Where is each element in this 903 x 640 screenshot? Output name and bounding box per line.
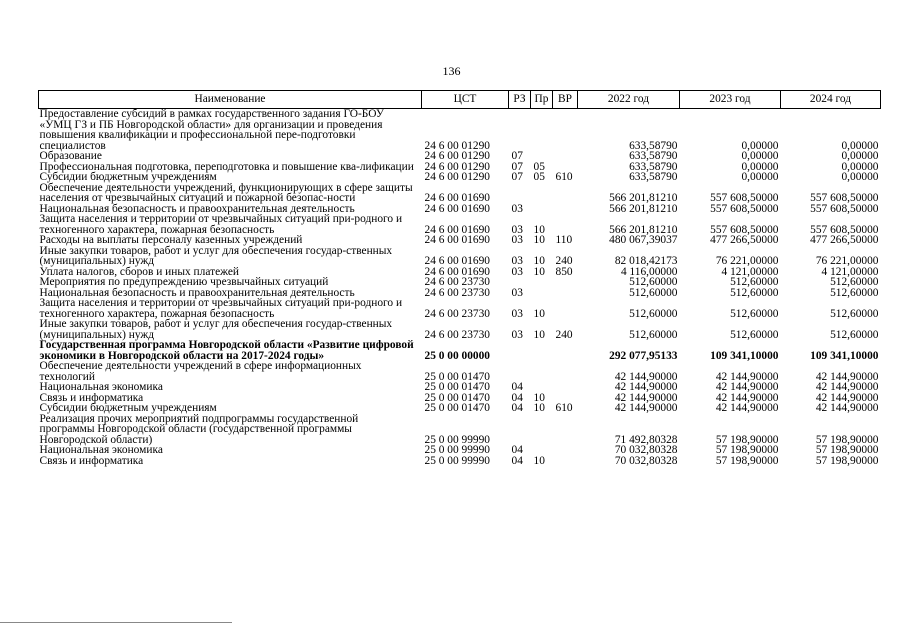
row-rz-cell: 07 bbox=[511, 150, 523, 162]
row-2022-cell: 633,58790 bbox=[629, 160, 678, 173]
row-rz-cell: 04 bbox=[511, 381, 523, 393]
row-2024-cell: 512,60000 bbox=[830, 286, 879, 299]
row-cst-cell: 25 0 00 01470 bbox=[424, 370, 490, 383]
row-2024-cell: 512,60000 bbox=[830, 328, 879, 341]
row-2022-cell: 70 032,80328 bbox=[614, 444, 678, 456]
row-2024-cell: 0,00000 bbox=[841, 171, 879, 183]
row-vr-cell bbox=[553, 151, 578, 162]
table-row bbox=[39, 172, 881, 183]
row-2023-cell: 42 144,90000 bbox=[715, 402, 779, 414]
row-name-cell: Предоставление субсидий в рамках государственного задания ГО-БОУ «УМЦ ГЗ и ПБ Новгородской области» для организации и проведения повышения квалификации и профессиональной пере-подготовки специалистов bbox=[39, 108, 384, 152]
row-rz-cell: 04 bbox=[511, 391, 523, 404]
row-pr-cell: 10 bbox=[533, 265, 545, 278]
row-cst-cell: 24 6 00 01690 bbox=[424, 192, 490, 204]
row-2023-cell: 557 608,50000 bbox=[710, 192, 779, 204]
row-cst-cell: 25 0 00 01470 bbox=[424, 391, 490, 404]
row-2023-cell: 512,60000 bbox=[730, 286, 779, 299]
table-header-row bbox=[39, 91, 881, 109]
row-pr-cell bbox=[531, 445, 553, 456]
row-cst-cell: 24 6 00 23730 bbox=[424, 276, 490, 288]
row-name-cell: Национальная экономика bbox=[39, 381, 163, 393]
row-pr-cell bbox=[531, 361, 553, 382]
row-2023-cell: 57 198,90000 bbox=[715, 433, 779, 446]
column-header-2022: 2022 год bbox=[578, 91, 680, 109]
row-2024-cell: 477 266,50000 bbox=[810, 234, 879, 246]
row-2022-cell: 4 116,00000 bbox=[620, 265, 678, 278]
row-2022-cell: 566 201,81210 bbox=[609, 223, 678, 236]
row-pr-cell bbox=[531, 151, 553, 162]
row-name-cell: Обеспечение деятельности учреждений в сфере информационных технологий bbox=[39, 360, 362, 383]
row-2023-cell: 512,60000 bbox=[730, 328, 779, 341]
row-cst-cell: 24 6 00 23730 bbox=[424, 307, 490, 320]
row-cst-cell: 24 6 00 01290 bbox=[424, 139, 490, 152]
row-pr-cell bbox=[531, 277, 553, 288]
row-vr-cell: 240 bbox=[555, 255, 573, 267]
row-rz-cell bbox=[509, 277, 531, 288]
table-row bbox=[39, 445, 881, 456]
column-header-pr: Пр bbox=[531, 91, 553, 109]
row-cst-cell: 24 6 00 01690 bbox=[424, 202, 490, 215]
row-rz-cell bbox=[509, 361, 531, 382]
row-cst-cell: 25 0 00 01470 bbox=[424, 402, 490, 414]
row-2023-cell: 557 608,50000 bbox=[710, 223, 779, 236]
table-row bbox=[39, 246, 881, 267]
row-vr-cell bbox=[553, 382, 578, 393]
row-name-cell: Иные закупки товаров, работ и услуг для обеспечения государ-ственных (муниципальных) нужд bbox=[39, 244, 393, 267]
row-2023-cell: 0,00000 bbox=[741, 150, 779, 162]
table-row bbox=[39, 109, 881, 152]
row-name-cell: Уплата налогов, сборов и иных платежей bbox=[39, 265, 239, 278]
row-pr-cell bbox=[531, 414, 553, 446]
row-2024-cell: 557 608,50000 bbox=[810, 223, 879, 236]
row-vr-cell bbox=[553, 109, 578, 152]
row-pr-cell bbox=[531, 288, 553, 299]
table-row bbox=[39, 214, 881, 235]
table-row bbox=[39, 151, 881, 162]
budget-table bbox=[38, 90, 881, 466]
table-row bbox=[39, 456, 881, 467]
row-pr-cell bbox=[531, 382, 553, 393]
row-2023-cell: 42 144,90000 bbox=[715, 381, 779, 393]
row-vr-cell bbox=[553, 288, 578, 299]
row-vr-cell bbox=[553, 204, 578, 215]
row-rz-cell bbox=[509, 414, 531, 446]
row-2022-cell: 566 201,81210 bbox=[609, 192, 678, 204]
row-vr-cell bbox=[553, 361, 578, 382]
row-2023-cell: 42 144,90000 bbox=[715, 370, 779, 383]
row-2023-cell: 512,60000 bbox=[730, 307, 779, 320]
row-2022-cell: 633,58790 bbox=[629, 139, 678, 152]
row-2022-cell: 512,60000 bbox=[629, 276, 678, 288]
row-2023-cell: 477 266,50000 bbox=[710, 234, 779, 246]
row-rz-cell: 07 bbox=[511, 160, 523, 173]
row-2023-cell: 557 608,50000 bbox=[710, 202, 779, 215]
row-2022-cell: 71 492,80328 bbox=[614, 433, 678, 446]
row-rz-cell: 03 bbox=[511, 202, 523, 215]
row-rz-cell: 03 bbox=[511, 265, 523, 278]
table-body bbox=[39, 109, 881, 467]
row-vr-cell: 610 bbox=[555, 402, 573, 414]
row-cst-cell: 24 6 00 01290 bbox=[424, 150, 490, 162]
row-2023-cell: 0,00000 bbox=[741, 139, 779, 152]
row-rz-cell: 03 bbox=[511, 328, 523, 341]
row-2022-cell: 633,58790 bbox=[629, 171, 678, 183]
row-name-cell: Государственная программа Новгородской области «Развитие цифровой экономики в Новгородской области на 2017-2024 годы» bbox=[39, 339, 414, 362]
row-rz-cell: 03 bbox=[511, 234, 523, 246]
row-2022-cell: 512,60000 bbox=[629, 286, 678, 299]
row-2024-cell: 0,00000 bbox=[841, 150, 879, 162]
row-pr-cell bbox=[531, 109, 553, 152]
row-vr-cell: 610 bbox=[555, 171, 573, 183]
row-vr-cell: 850 bbox=[555, 265, 573, 278]
footer-divider bbox=[0, 622, 232, 623]
row-pr-cell: 10 bbox=[533, 255, 545, 267]
row-2023-cell: 0,00000 bbox=[741, 171, 779, 183]
row-cst-cell: 25 0 00 99990 bbox=[424, 444, 490, 456]
row-pr-cell: 10 bbox=[533, 402, 545, 414]
row-name-cell: Национальная безопасность и правоохранительная деятельность bbox=[39, 286, 355, 299]
row-cst-cell: 24 6 00 01690 bbox=[424, 265, 490, 278]
row-2022-cell: 42 144,90000 bbox=[614, 370, 678, 383]
row-2024-cell: 42 144,90000 bbox=[815, 370, 879, 383]
row-2023-cell: 512,60000 bbox=[730, 276, 779, 288]
row-name-cell: Защита населения и территории от чрезвычайных ситуаций при-родного и техногенного характера, пожарная безопасность bbox=[39, 213, 403, 236]
row-2022-cell: 70 032,80328 bbox=[614, 454, 678, 467]
column-header-name: Наименование bbox=[39, 91, 422, 109]
row-name-cell: Образование bbox=[39, 150, 102, 162]
row-2024-cell: 42 144,90000 bbox=[815, 381, 879, 393]
column-header-vr: ВР bbox=[553, 91, 578, 109]
row-vr-cell bbox=[553, 340, 578, 361]
row-rz-cell: 07 bbox=[511, 171, 523, 183]
table-row bbox=[39, 183, 881, 204]
row-pr-cell: 10 bbox=[533, 391, 545, 404]
table-row bbox=[39, 361, 881, 382]
table-row bbox=[39, 277, 881, 288]
row-2022-cell: 512,60000 bbox=[629, 328, 678, 341]
row-vr-cell bbox=[553, 445, 578, 456]
row-name-cell: Национальная экономика bbox=[39, 444, 163, 456]
row-vr-cell bbox=[553, 214, 578, 235]
row-2024-cell: 0,00000 bbox=[841, 139, 879, 152]
row-cst-cell: 24 6 00 01690 bbox=[424, 223, 490, 236]
row-cst-cell: 24 6 00 01690 bbox=[424, 255, 490, 267]
row-vr-cell: 240 bbox=[555, 328, 573, 341]
row-rz-cell: 03 bbox=[511, 223, 523, 236]
row-2022-cell: 292 077,95133 bbox=[609, 349, 678, 362]
row-2022-cell: 42 144,90000 bbox=[614, 391, 678, 404]
row-2024-cell: 76 221,00000 bbox=[815, 255, 879, 267]
row-2023-cell: 42 144,90000 bbox=[715, 391, 779, 404]
row-2022-cell: 42 144,90000 bbox=[614, 381, 678, 393]
row-2024-cell: 0,00000 bbox=[841, 160, 879, 173]
row-vr-cell bbox=[553, 456, 578, 467]
row-2024-cell: 57 198,90000 bbox=[815, 433, 879, 446]
row-cst-cell: 24 6 00 23730 bbox=[424, 328, 490, 341]
row-vr-cell bbox=[553, 298, 578, 319]
row-2024-cell: 42 144,90000 bbox=[815, 402, 879, 414]
row-rz-cell: 03 bbox=[511, 255, 523, 267]
row-2022-cell: 82 018,42173 bbox=[614, 255, 678, 267]
row-2024-cell: 512,60000 bbox=[830, 307, 879, 320]
row-rz-cell: 03 bbox=[511, 307, 523, 320]
row-2022-cell: 633,58790 bbox=[629, 150, 678, 162]
row-pr-cell: 05 bbox=[533, 171, 545, 183]
row-name-cell: Субсидии бюджетным учреждениям bbox=[39, 402, 217, 414]
row-name-cell: Иные закупки товаров, работ и услуг для обеспечения государ-ственных (муниципальных) нужд bbox=[39, 318, 393, 341]
row-cst-cell: 25 0 00 01470 bbox=[424, 381, 490, 393]
row-vr-cell: 110 bbox=[555, 234, 573, 246]
table-row bbox=[39, 319, 881, 340]
row-rz-cell: 04 bbox=[511, 402, 523, 414]
row-pr-cell bbox=[531, 183, 553, 204]
page-number: 136 bbox=[442, 64, 461, 78]
row-2023-cell: 109 341,10000 bbox=[710, 349, 779, 362]
row-pr-cell: 10 bbox=[533, 307, 545, 320]
row-2024-cell: 4 121,00000 bbox=[821, 265, 879, 278]
row-name-cell: Профессиональная подготовка, переподготовка и повышение ква-лификации bbox=[39, 160, 414, 173]
row-2024-cell: 109 341,10000 bbox=[810, 349, 879, 362]
row-rz-cell: 03 bbox=[511, 286, 523, 299]
column-header-2024: 2024 год bbox=[781, 91, 881, 109]
row-2024-cell: 512,60000 bbox=[830, 276, 879, 288]
row-cst-cell: 25 0 00 99990 bbox=[424, 433, 490, 446]
row-rz-cell bbox=[509, 109, 531, 152]
row-2024-cell: 557 608,50000 bbox=[810, 192, 879, 204]
table-row bbox=[39, 382, 881, 393]
table-row bbox=[39, 414, 881, 446]
row-cst-cell: 24 6 00 23730 bbox=[424, 286, 490, 299]
row-2023-cell: 57 198,90000 bbox=[715, 454, 779, 467]
table-row bbox=[39, 340, 881, 361]
row-cst-cell: 25 0 00 99990 bbox=[424, 454, 490, 467]
row-2022-cell: 566 201,81210 bbox=[609, 202, 678, 215]
row-cst-cell: 25 0 00 00000 bbox=[424, 349, 490, 362]
row-name-cell: Связь и информатика bbox=[39, 454, 144, 467]
row-2023-cell: 76 221,00000 bbox=[715, 255, 779, 267]
row-rz-cell bbox=[509, 183, 531, 204]
row-vr-cell bbox=[553, 277, 578, 288]
row-cst-cell: 24 6 00 01290 bbox=[424, 160, 490, 173]
row-2022-cell: 42 144,90000 bbox=[614, 402, 678, 414]
row-pr-cell: 10 bbox=[533, 234, 545, 246]
column-header-cst: ЦСТ bbox=[422, 91, 509, 109]
row-name-cell: Обеспечение деятельности учреждений, функционирующих в сфере защиты населения от чрезвычайных ситуаций и пожарной безопас-ности bbox=[39, 181, 413, 204]
row-vr-cell bbox=[553, 414, 578, 446]
row-vr-cell bbox=[553, 183, 578, 204]
row-pr-cell: 10 bbox=[533, 328, 545, 341]
row-name-cell: Национальная безопасность и правоохранительная деятельность bbox=[39, 202, 355, 215]
row-pr-cell: 10 bbox=[533, 223, 545, 236]
row-pr-cell bbox=[531, 204, 553, 215]
row-name-cell: Связь и информатика bbox=[39, 391, 144, 404]
column-header-rz: РЗ bbox=[509, 91, 531, 109]
row-pr-cell: 05 bbox=[533, 160, 545, 173]
row-2024-cell: 42 144,90000 bbox=[815, 391, 879, 404]
row-rz-cell bbox=[509, 340, 531, 361]
row-2022-cell: 512,60000 bbox=[629, 307, 678, 320]
row-rz-cell: 04 bbox=[511, 444, 523, 456]
table-row bbox=[39, 235, 881, 246]
row-cst-cell: 24 6 00 01690 bbox=[424, 234, 490, 246]
row-rz-cell: 04 bbox=[511, 454, 523, 467]
table-row bbox=[39, 403, 881, 414]
row-2024-cell: 57 198,90000 bbox=[815, 444, 879, 456]
row-name-cell: Реализация прочих мероприятий подпрограммы государственной программы Новгородской области (государственной программы Новгородской области) bbox=[39, 412, 359, 446]
row-2022-cell: 480 067,39037 bbox=[609, 234, 678, 246]
row-cst-cell: 24 6 00 01290 bbox=[424, 171, 490, 183]
column-header-2023: 2023 год bbox=[680, 91, 781, 109]
row-name-cell: Мероприятия по предупреждению чрезвычайных ситуаций bbox=[39, 276, 329, 288]
row-pr-cell bbox=[531, 340, 553, 361]
row-2024-cell: 57 198,90000 bbox=[815, 454, 879, 467]
row-2023-cell: 57 198,90000 bbox=[715, 444, 779, 456]
row-2023-cell: 4 121,00000 bbox=[721, 265, 779, 278]
row-2023-cell: 0,00000 bbox=[741, 160, 779, 173]
row-pr-cell: 10 bbox=[533, 454, 545, 467]
row-2024-cell: 557 608,50000 bbox=[810, 202, 879, 215]
row-name-cell: Субсидии бюджетным учреждениям bbox=[39, 171, 217, 183]
row-name-cell: Расходы на выплаты персоналу казенных учреждений bbox=[39, 234, 303, 246]
table-row bbox=[39, 298, 881, 319]
row-name-cell: Защита населения и территории от чрезвычайных ситуаций при-родного и техногенного характера, пожарная безопасность bbox=[39, 297, 403, 320]
